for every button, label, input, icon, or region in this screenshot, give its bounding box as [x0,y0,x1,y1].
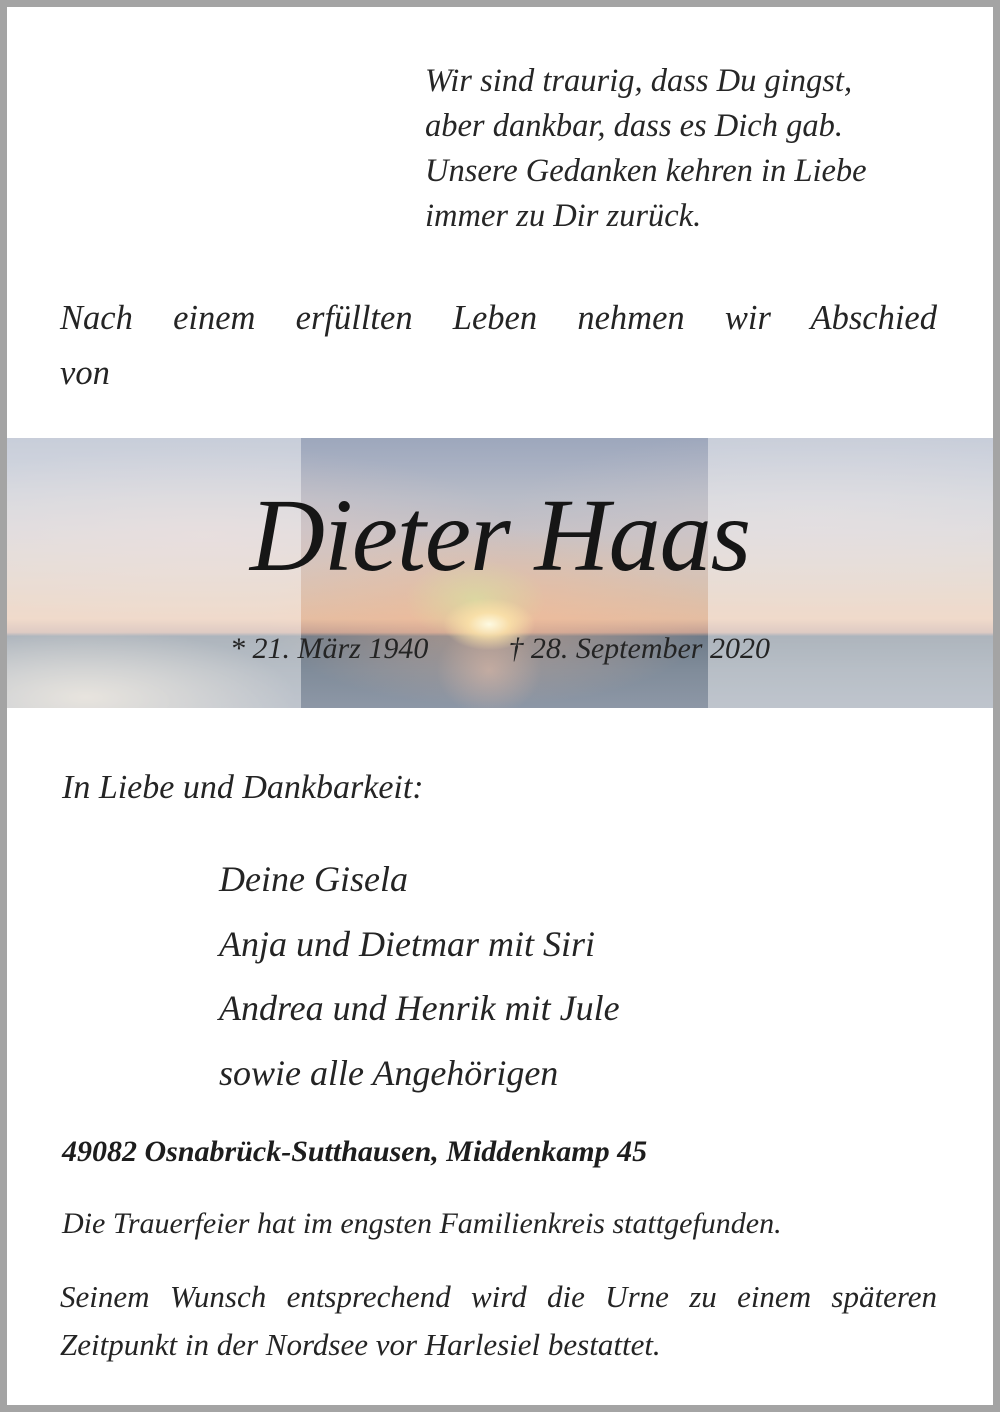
deceased-name: Dieter Haas [249,478,751,593]
intro-line: Nach einem erfüllten Leben nehmen wir Abschied [60,299,937,337]
mourner-line: sowie alle Angehörigen [219,1052,559,1093]
death-date: † 28. September 2020 [508,632,770,665]
burial-note [60,1273,937,1369]
memorial-sunset-photo [7,438,993,708]
closing-line: In Liebe und Dankbarkeit: [62,769,424,806]
mourner-line: Andrea und Henrik mit Jule [219,988,620,1028]
address-line: 49082 Osnabrück-Sutthausen, Middenkamp 45 [62,1135,648,1168]
verse-line: Wir sind traurig, dass Du gingst, [425,63,853,99]
verse-line: Unsere Gedanken kehren in Liebe [425,153,867,189]
mourner-line: Anja und Dietmar mit Siri [219,923,595,964]
burial-note-line: Zeitpunkt in der Nordsee vor Harlesiel bestattet. [60,1327,661,1362]
obituary-page [7,7,993,1405]
opening-verse [425,59,945,239]
burial-note-line: Seinem Wunsch entsprechend wird die Urne zu einem späteren [60,1279,937,1314]
verse-line: aber dankbar, dass es Dich gab. [425,108,843,144]
mourners-list [219,847,620,1105]
verse-line: immer zu Dir zurück. [425,198,702,234]
birth-date: * 21. März 1940 [230,632,429,665]
funeral-note: Die Trauerfeier hat im engsten Familienkreis stattgefunden. [62,1207,782,1240]
mourner-line: Deine Gisela [219,859,408,899]
intro-paragraph [60,291,937,401]
intro-line: von [60,354,110,392]
life-dates [7,632,993,666]
